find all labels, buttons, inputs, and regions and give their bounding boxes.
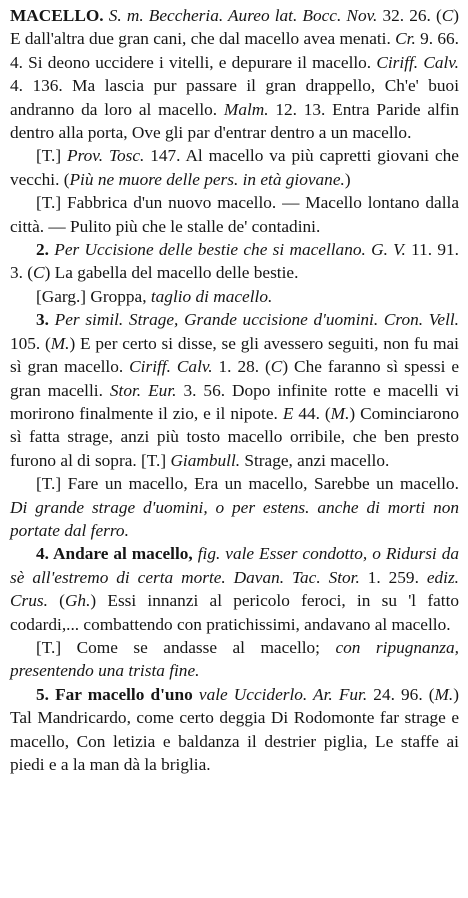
text-segment: Cr. — [395, 29, 416, 49]
text-segment: M. — [50, 333, 70, 353]
text-segment: ) Che faranno sì spessi e gran macelli. — [10, 357, 460, 400]
entry-sense-paragraph — [10, 285, 459, 308]
text-segment: [T.] Fabbrica d'un nuovo macello. — Macello lontano dalla città. — Pulito più che le stalle de' contadini. — [10, 193, 459, 236]
text-segment: [T.] Fare un macello, Era un macello, Sarebbe un macello. — [36, 474, 459, 494]
headword: MACELLO. — [10, 6, 104, 25]
text-segment: S. m. Beccheria. Aureo lat. Bocc. Nov. — [108, 6, 378, 25]
text-segment: 24. 96. ( — [367, 684, 435, 704]
text-segment: Stor. Eur. — [109, 380, 177, 400]
text-segment: M. — [330, 403, 350, 423]
text-segment: Più ne muore delle pers. in età giovane. — [69, 169, 345, 189]
text-segment: ) Essi innanzi al pericolo feroci, in su 'l fatto codardi,... combattendo con pratichissimi, andavano al macello. — [10, 591, 460, 634]
text-segment: ) Cominciarono sì fatta strage, anzi più tosto macello orribile, che ben presto furono al di sopra. [T.] — [10, 403, 459, 470]
text-segment: 1. 28. ( — [212, 357, 271, 377]
text-segment: ) Tal Mandricardo, come certo deggia Di Rodomonte far strage e macello, Con letizia e baldanza il destrier piglia, Le staffe ai piedi e a la man dà la briglia. — [10, 684, 459, 774]
text-segment: [T.] — [36, 146, 68, 166]
entry-sense-paragraph — [10, 238, 459, 285]
text-segment: Per Uccisione delle bestie che si macellano. G. V. — [54, 240, 406, 260]
entry-sense-paragraph — [10, 191, 459, 238]
text-segment: Prov. Tosc. — [67, 146, 145, 166]
text-segment: fig. vale Esser condotto, o Ridursi da sè all'estremo di certa morte. Davan. Tac. Stor. — [10, 544, 459, 587]
text-segment: 3. — [36, 310, 49, 330]
text-segment: Ciriff. Calv. — [129, 357, 213, 377]
text-segment: 32. 26. ( — [377, 6, 442, 25]
text-segment: C — [441, 6, 454, 25]
entry-sense-paragraph — [10, 472, 459, 542]
text-segment: con ripugnanza, presentendo una trista fine. — [10, 637, 459, 681]
text-segment: ( — [47, 591, 65, 611]
text-segment: Gh. — [64, 591, 91, 611]
text-segment: Giambull. — [170, 450, 241, 470]
entry-head-paragraph — [10, 4, 459, 144]
text-segment: Di grande strage d'uomini, o per estens. anche di morti non portate dal ferro. — [10, 497, 459, 540]
text-segment: 1. 259. — [359, 567, 427, 587]
text-segment: ) E dall'altra due gran cani, che dal macello avea menati. — [10, 6, 459, 49]
text-segment: C — [33, 263, 45, 283]
entry-sense-paragraph — [10, 636, 459, 683]
text-segment: 4. 136. Ma lascia pur passare il gran drappello, Ch'e' buoi andranno da loro al macello. — [10, 76, 459, 119]
text-segment: ) E per certo si disse, se gli avessero seguiti, non fu mai sì gran macello. — [10, 333, 459, 377]
text-segment: taglio di macello. — [150, 286, 273, 306]
text-segment: 11. 91. 3. ( — [10, 240, 459, 283]
text-segment: Malm. — [223, 99, 269, 119]
text-segment: 105. ( — [10, 333, 51, 353]
entry-sense-paragraph — [10, 144, 459, 191]
text-segment: [Garg.] Groppa, — [36, 286, 151, 306]
text-segment: M. — [434, 684, 454, 704]
entry-sense-paragraph — [10, 308, 459, 472]
text-segment: 4. Andare al macello, — [36, 544, 193, 564]
entry-sense-paragraph — [10, 542, 459, 636]
text-segment: 5. Far macello d'uno — [36, 684, 193, 704]
text-segment: Ciriff. Calv. — [376, 52, 460, 72]
entry-sense-paragraph — [10, 683, 459, 777]
text-segment: vale Ucciderlo. Ar. Fur. — [198, 684, 368, 704]
text-segment: E — [282, 403, 294, 423]
text-segment: 147. Al macello va più capretti giovani che vecchi. ( — [10, 146, 459, 189]
text-segment: 44. ( — [293, 403, 331, 423]
text-segment: ediz. Crus. — [10, 567, 459, 611]
text-segment: [T.] Come se andasse al macello; — [36, 637, 336, 657]
text-segment: 3. 56. Dopo infinite rotte e macelli vi morirono finalmente il zio, e il nipote. — [10, 380, 460, 423]
text-segment: 9. 66. 4. Si deono uccidere i vitelli, e depurare il macello. — [10, 29, 460, 72]
text-segment: C — [270, 357, 283, 377]
text-segment: 2. — [36, 240, 49, 260]
text-segment: ) — [344, 169, 351, 189]
text-segment: Strage, anzi macello. — [240, 450, 390, 470]
text-segment: ) La gabella del macello delle bestie. — [44, 263, 299, 283]
text-segment: Per simil. Strage, Grande uccisione d'uomini. Cron. Vell. — [54, 310, 459, 330]
text-segment: 12. 13. Entra Paride alfin dentro alla porta, Ove gli par d'entrar dentro a un macello. — [10, 99, 459, 143]
